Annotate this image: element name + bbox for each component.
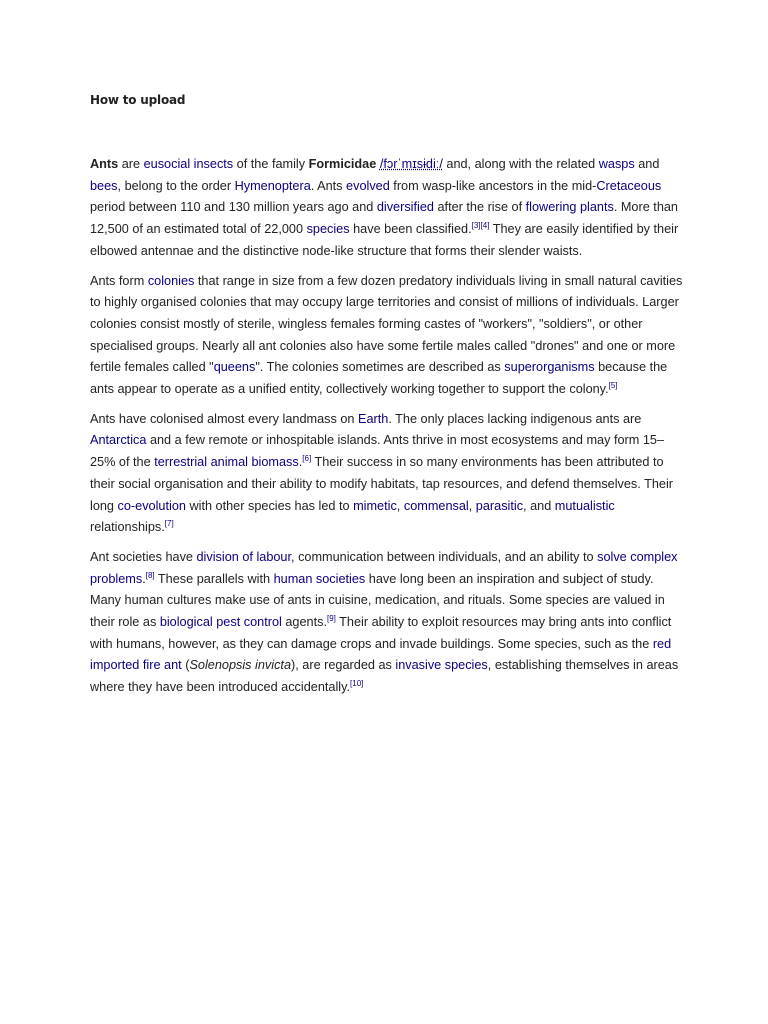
body-text: that range in size from a few dozen predatory individuals living in small natural cavities to highly organised colonies that may occupy large territories and consist of millions of individuals. Larger colonies consist mostly of sterile, wingless females forming castes of "workers", "soldiers", or other specialised groups. Nearly all ant colonies also have some fertile males called "drones" and one or more fertile females called " [90, 273, 683, 375]
article-paragraph [90, 271, 686, 401]
article-link[interactable]: bees [90, 178, 118, 193]
citation-ref [609, 381, 618, 390]
body-text: ( [181, 658, 190, 673]
italic-term: Solenopsis invicta [189, 658, 292, 673]
body-text: , [396, 498, 404, 513]
citation-ref [165, 519, 174, 528]
body-text: period between 110 and 130 million years ago and [90, 200, 377, 215]
body-text: . Ants [310, 178, 347, 193]
citation-link[interactable]: [4] [480, 221, 490, 231]
citation-link[interactable]: [9] [326, 614, 336, 624]
article-link[interactable]: co-evolution [117, 498, 186, 513]
article-link[interactable]: biological pest control [159, 615, 282, 630]
body-text: They are easily identified by their elbowed antennae and the distinctive node-like structure that forms their slender waists. [90, 222, 679, 258]
article-link[interactable]: Cretaceous [596, 178, 662, 193]
body-text: . [298, 455, 303, 470]
body-text: with other species has led to [185, 498, 354, 513]
article-link[interactable]: Earth [358, 411, 389, 426]
body-text: Ants form [90, 273, 148, 288]
citation-ref [472, 221, 481, 230]
body-text: . More than 12,500 of an estimated total of 22,000 [90, 200, 678, 237]
body-text: of the family [233, 157, 309, 171]
article-body [90, 154, 686, 707]
article-link[interactable]: parasitic [475, 498, 524, 513]
article-paragraph [90, 409, 686, 539]
body-text: Ants have colonised almost every landmass on [90, 411, 358, 426]
article-link[interactable]: division of labour [196, 549, 292, 564]
body-text: Their success in so many environments has been attributed to their social organisation and their ability to modify habitats, tap resources, and defend themselves. Their long [90, 455, 674, 513]
body-text: Their ability to exploit resources may bring ants into conflict with humans, however, as they can damage crops and invade buildings. Some species, such as the [90, 615, 672, 651]
article-link[interactable]: red imported fire ant [90, 636, 672, 673]
body-text: , establishing themselves in areas where they have been introduced accidentally. [90, 658, 679, 695]
body-text: because the ants appear to operate as a unified entity, collectively working together to support the colony. [90, 360, 668, 397]
article-link[interactable]: invasive species [395, 658, 488, 673]
body-text: ), are regarded as [291, 658, 396, 673]
citation-link[interactable]: [5] [608, 381, 618, 391]
article-paragraph [90, 547, 686, 699]
article-link[interactable]: terrestrial animal biomass [154, 455, 299, 470]
body-text: and a few remote or inhospitable islands. Ants thrive in most ecosystems and may form 15–25% of the [90, 433, 665, 470]
article-paragraph [90, 154, 686, 263]
body-text: . The only places lacking indigenous ants are [388, 411, 642, 426]
article-link[interactable]: flowering plants [525, 200, 614, 215]
citation-ref [350, 679, 363, 688]
body-text: . [142, 571, 146, 586]
article-link[interactable]: eusocial insects [143, 157, 234, 171]
body-text: , communication between individuals, and an ability to [291, 549, 598, 564]
body-text: and [634, 157, 660, 171]
body-text: relationships. [90, 520, 165, 535]
article-link[interactable]: diversified [376, 200, 434, 215]
bold-term: Ants [90, 157, 119, 171]
article-link[interactable]: Antarctica [90, 433, 147, 448]
body-text: , belong to the order [117, 178, 235, 193]
article-link[interactable]: queens [213, 360, 256, 375]
page-heading: How to upload [90, 93, 186, 107]
article-link[interactable]: commensal [403, 498, 469, 513]
body-text: from wasp-like ancestors in the mid- [389, 178, 597, 193]
article-link[interactable]: colonies [147, 273, 195, 288]
citation-ref [302, 454, 311, 463]
body-text: , [468, 498, 476, 513]
body-text: and, along with the related [442, 157, 599, 171]
article-link[interactable]: superorganisms [504, 360, 595, 375]
citation-link[interactable]: [6] [302, 454, 312, 464]
article-link[interactable]: mutualistic [554, 498, 615, 513]
body-text: have long been an inspiration and subject of study. Many human cultures make use of ants in cuisine, medication, and rituals. Some species are valued in their role as [90, 571, 665, 630]
pronunciation-link[interactable]: /fɔrˈmɪsɨdiː/ [379, 157, 443, 171]
citation-link[interactable]: [7] [164, 519, 174, 529]
body-text: Ant societies have [90, 549, 197, 564]
article-link[interactable]: evolved [346, 178, 390, 193]
body-text: ". The colonies sometimes are described as [255, 360, 505, 375]
citation-ref [327, 614, 336, 623]
citation-ref [146, 571, 155, 580]
article-link[interactable]: species [306, 222, 350, 237]
citation-link[interactable]: [8] [145, 570, 155, 580]
citation-link[interactable]: [3] [471, 221, 481, 231]
bold-term: Formicidae [308, 157, 377, 171]
article-link[interactable]: solve complex problems [90, 549, 678, 586]
body-text: agents. [281, 615, 327, 630]
body-text: are [118, 157, 144, 171]
article-link[interactable]: wasps [598, 157, 635, 171]
body-text: These parallels with [154, 571, 274, 586]
body-text: have been classified. [349, 222, 472, 237]
article-link[interactable]: mimetic [353, 498, 397, 513]
article-link[interactable]: human societies [273, 571, 366, 586]
article-link[interactable]: Hymenoptera [234, 178, 311, 193]
body-text: after the rise of [433, 200, 526, 215]
citation-link[interactable]: [10] [350, 679, 364, 689]
body-text: , and [523, 498, 555, 513]
